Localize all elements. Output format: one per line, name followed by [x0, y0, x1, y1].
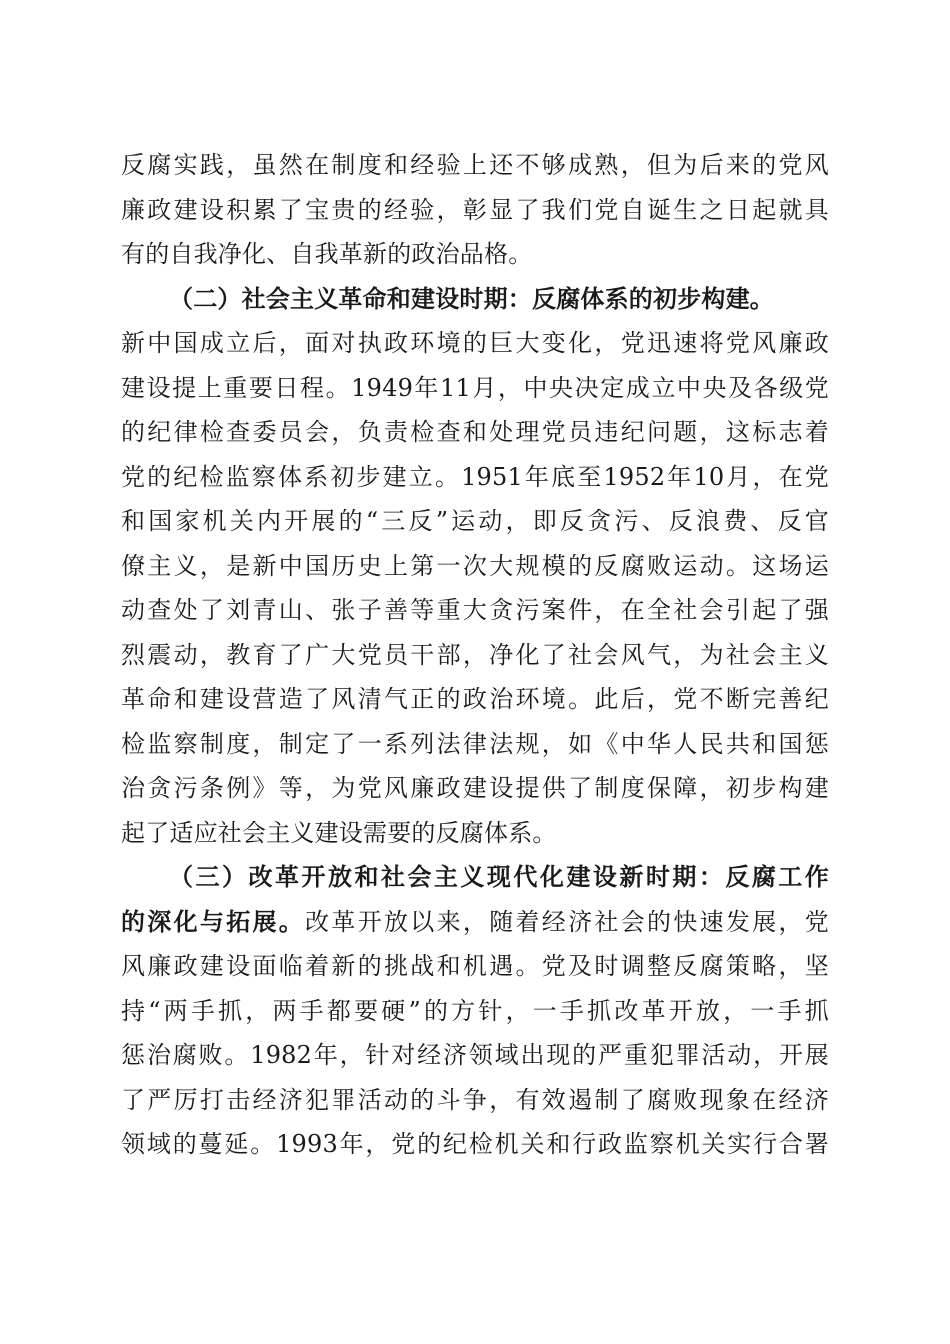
text-line: 动查处了刘青山、张子善等重大贪污案件，在全社会引起了强: [121, 596, 829, 624]
text-line: 惩治腐败。1982年，针对经济领域出现的严重犯罪活动，开展: [121, 1041, 829, 1069]
text-line: 有的自我净化、自我革新的政治品格。: [121, 240, 533, 268]
text-line: 和国家机关内开展的“三反”运动，即反贪污、反浪费、反官: [121, 507, 829, 535]
text-line: 风廉政建设面临着新的挑战和机遇。党及时调整反腐策略，坚: [121, 952, 829, 980]
text-run: 改革开放以来，随着经济社会的快速发展，党: [305, 907, 830, 936]
section-heading-continuation: 的深化与拓展。: [121, 906, 306, 936]
text-line: 起了适应社会主义建设需要的反腐体系。: [121, 818, 557, 847]
text-line: 烈震动，教育了广大党员干部，净化了社会风气，为社会主义: [121, 640, 829, 669]
text-line: 持“两手抓，两手都要硬”的方针，一手抓改革开放，一手抓: [121, 996, 829, 1025]
text-line: 新中国成立后，面对执政环境的巨大变化，党迅速将党风廉政: [121, 329, 829, 357]
text-line: [121, 900, 829, 945]
text-line: 建设提上重要日程。1949年11月，中央决定成立中央及各级党: [121, 373, 829, 402]
document-body: [121, 143, 829, 1167]
section-heading: （三）改革开放和社会主义现代化建设新时期：反腐工作: [169, 862, 829, 891]
text-line: 的纪律检查委员会，负责检查和处理党员违纪问题，这标志着: [121, 418, 829, 446]
text-line: 治贪污条例》等，为党风廉政建设提供了制度保障，初步构建: [121, 774, 829, 802]
text-line: 了严厉打击经济犯罪活动的斗争，有效遏制了腐败现象在经济: [121, 1085, 829, 1114]
text-line: 反腐实践，虽然在制度和经验上还不够成熟，但为后来的党风: [121, 151, 829, 179]
section-heading: （二）社会主义革命和建设时期：反腐体系的初步构建。: [169, 283, 774, 313]
text-line: 廉政建设积累了宝贵的经验，彰显了我们党自诞生之日起就具: [121, 195, 829, 224]
text-line: 领域的蔓延。1993年，党的纪检机关和行政监察机关实行合署: [121, 1130, 829, 1158]
text-line: 检监察制度，制定了一系列法律法规，如《中华人民共和国惩: [121, 729, 829, 758]
text-line: 党的纪检监察体系初步建立。1951年底至1952年10月，在党: [121, 462, 829, 491]
text-line: 僚主义，是新中国历史上第一次大规模的反腐败运动。这场运: [121, 551, 829, 580]
text-line: 革命和建设营造了风清气正的政治环境。此后，党不断完善纪: [121, 685, 829, 713]
